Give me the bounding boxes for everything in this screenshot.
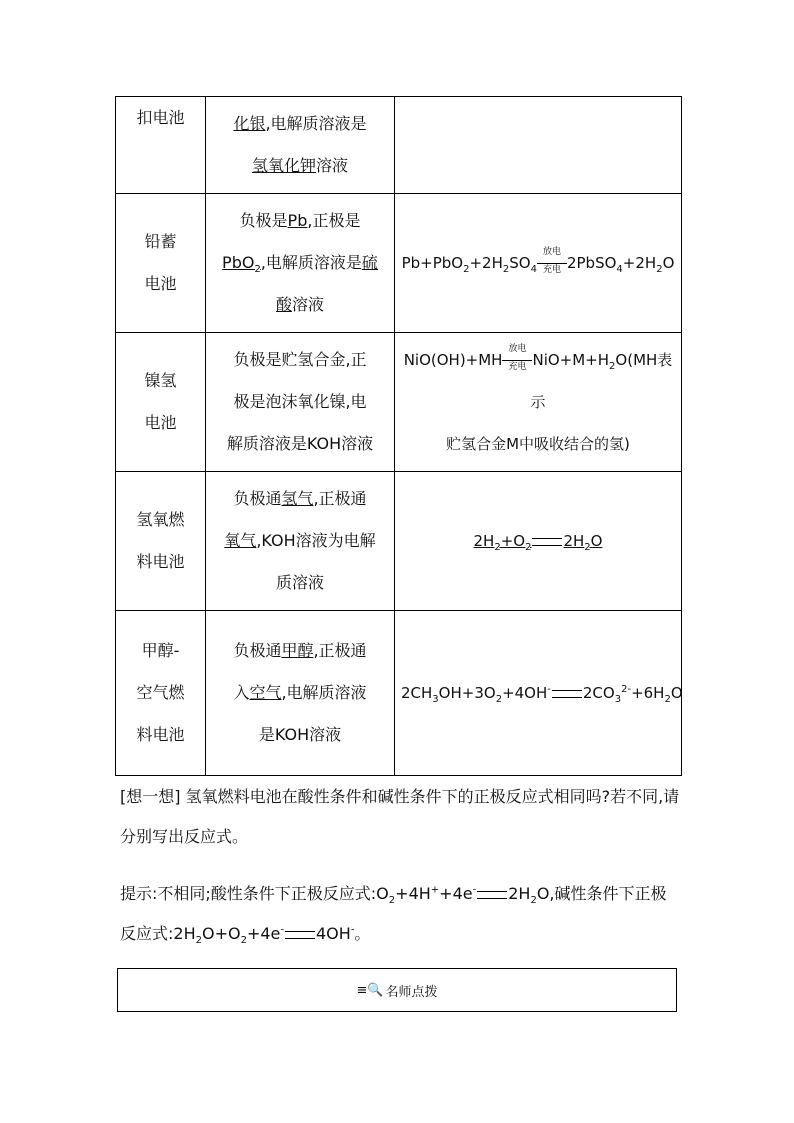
battery-name: 扣电池 xyxy=(116,97,206,194)
battery-name: 铅蓄 电池 xyxy=(116,194,206,333)
teacher-tip-label: 名师点拨 xyxy=(385,984,438,1000)
think-paragraph xyxy=(120,777,680,857)
table-row xyxy=(116,97,682,194)
reversible-arrow: 放电 充电 xyxy=(537,257,567,271)
battery-description: 化银,电解质溶液是 氢氧化钾溶液 xyxy=(206,97,395,194)
battery-equation: $2H_2+O_2$ $2H_2O$ xyxy=(395,472,682,611)
battery-equation xyxy=(395,97,682,194)
think-text: 氢氧燃料电池在酸性条件和碱性条件下的正极反应式相同吗?若不同,请分别写出反应式。 xyxy=(120,787,680,846)
battery-description: 负极通甲醇,正极通 入空气,电解质溶液 是KOH溶液 xyxy=(206,611,395,776)
hint-paragraph: 提示:不相同;酸性条件下正极反应式$:O_2+4H^++4e^-$ $2H_2O$,碱性条件下正极反应式$:2H_2O+O_2+4e^-$ 4OH-。 xyxy=(120,884,667,947)
magnifier-icon: ≡🔍 xyxy=(356,982,384,998)
battery-table xyxy=(115,96,682,776)
battery-equation: $Pb+PbO_2+2H_2SO_4$ 放电 充电 $2PbSO_4+2H_2O$ xyxy=(395,194,682,333)
table-row xyxy=(116,333,682,472)
think-label: [想一想] xyxy=(120,787,181,806)
battery-name: 氢氧燃 料电池 xyxy=(116,472,206,611)
battery-description: 负极是贮氢合金,正 极是泡沫氧化镍,电 解质溶液是KOH溶液 xyxy=(206,333,395,472)
battery-description: 负极是Pb,正极是 PbO$_2$,电解质溶液是硫 酸溶液 xyxy=(206,194,395,333)
table-row xyxy=(116,472,682,611)
reversible-arrow: 放电 充电 xyxy=(502,354,532,368)
teacher-tip-box xyxy=(117,968,677,1012)
table-row xyxy=(116,194,682,333)
battery-equation: NiO(OH)+MH 放电 充电 $NiO+M+H_2O(MH$表示 贮氢合金M中吸收结合的氢) xyxy=(395,333,682,472)
battery-description: 负极通氢气,正极通 氧气,KOH溶液为电解 质溶液 xyxy=(206,472,395,611)
battery-equation: $2CH_3OH+3O_2+4OH^-$ $2CO_3^{2-}+6H_2O$ xyxy=(395,611,682,776)
table-row xyxy=(116,611,682,776)
battery-name: 镍氢 电池 xyxy=(116,333,206,472)
battery-name: 甲醇- 空气燃 料电池 xyxy=(116,611,206,776)
